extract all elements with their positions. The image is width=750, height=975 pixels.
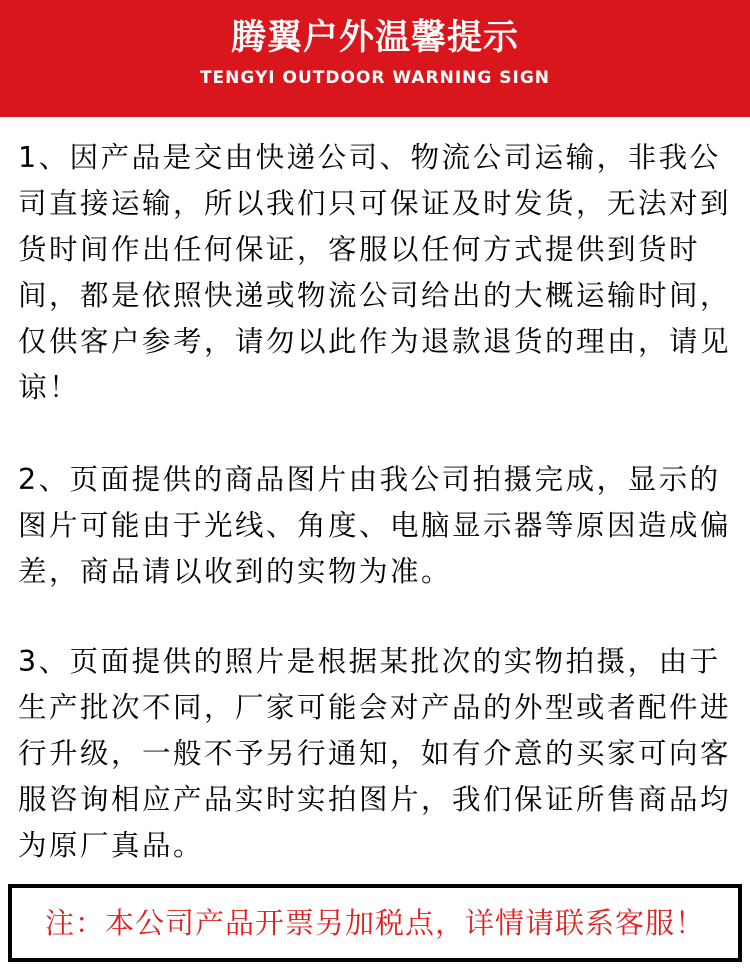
- footer-notice-text: 注：本公司产品开票另加税点，详情请联系客服！: [44, 906, 705, 940]
- page-title: 腾翼户外温馨提示: [230, 18, 519, 58]
- footer-notice-box: [8, 884, 742, 962]
- notice-item-1: 1、因产品是交由快递公司、物流公司运输，非我公司直接运输，所以我们只可保证及时发货，无法对到货时间作出任何保证，客服以任何方式提供到货时间，都是依照快递或物流公司给出的大概运输时间，仅供客户参考，请勿以此作为退款退货的理由，请见谅！: [18, 141, 732, 404]
- notice-item-3: 3、页面提供的照片是根据某批次的实物拍摄，由于生产批次不同，厂家可能会对产品的外型或者配件进行升级，一般不予另行通知，如有介意的买家可向客服咨询相应产品实时实拍图片，我们保证所售商品均为原厂真品。: [18, 645, 732, 862]
- notice-item-2: 2、页面提供的商品图片由我公司拍摄完成，显示的图片可能由于光线、角度、电脑显示器等原因造成偏差，商品请以收到的实物为准。: [18, 463, 732, 588]
- page-subtitle: TENGYI OUTDOOR WARNING SIGN: [199, 68, 551, 88]
- header-banner: [0, 0, 750, 117]
